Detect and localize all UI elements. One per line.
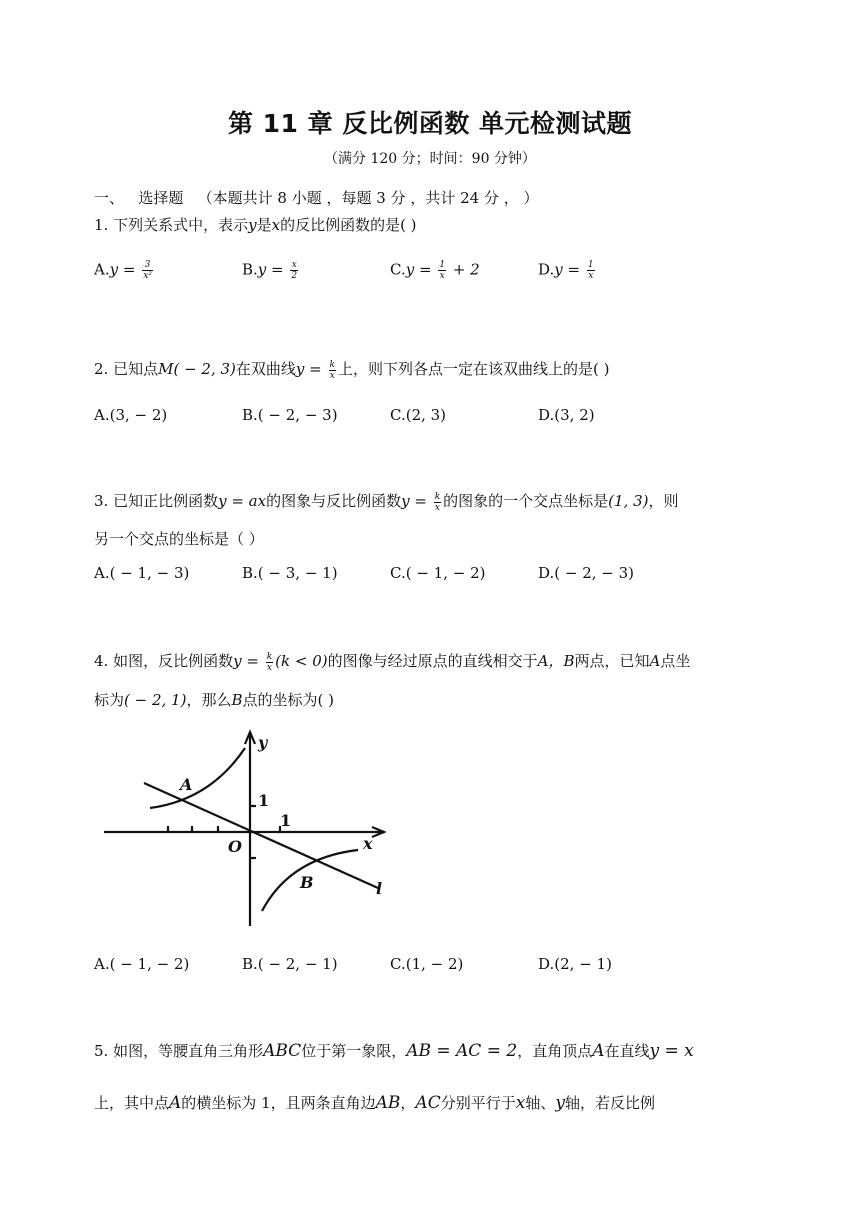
q5-equation: AB = AC = 2 [406, 1041, 518, 1061]
q2-option-d[interactable]: D.(3, 2) [538, 406, 595, 424]
question-5-stem [94, 1040, 694, 1061]
q2-text-end: 上，则下列各点一定在该双曲线上的是( ) [337, 360, 610, 378]
option-label: C. [390, 260, 406, 279]
q5-side-ab: AB [375, 1093, 401, 1113]
q5-line2-end: 轴，若反比例 [564, 1094, 655, 1112]
q4-points: A，B [537, 652, 575, 670]
question-1-stem [94, 214, 417, 235]
q3-text-mid2: 的图象的一个交点坐标是 [443, 492, 609, 510]
q5-text-mid2: ，直角顶点 [517, 1042, 593, 1060]
denominator: x² [143, 271, 152, 281]
q1-text-mid: 是 [256, 216, 272, 234]
numerator: 1 [587, 260, 594, 270]
q3-option-b[interactable]: B.( − 3, − 1) [242, 564, 338, 582]
q4-text-end: 点坐 [660, 652, 691, 670]
q1-option-d[interactable] [538, 260, 597, 281]
option-label: A. [94, 260, 110, 279]
q4-point-b: B [231, 691, 243, 709]
origin-label: O [228, 837, 242, 856]
point-a-label: A [180, 775, 193, 794]
q1-var-x: x [271, 216, 281, 234]
q4-option-d[interactable]: D.(2, − 1) [538, 955, 612, 973]
denominator: x [434, 502, 440, 513]
q1-text-end: 的反比例函数的是( ) [280, 216, 417, 234]
denominator: x [588, 271, 594, 281]
q4-line2-end: 点的坐标为( ) [242, 691, 334, 709]
fraction [142, 260, 153, 281]
q4-text-mid: 的图像与经过原点的直线相交于 [327, 652, 538, 670]
option-label: B. [242, 260, 258, 279]
q4-point-a: A [649, 652, 661, 670]
math-lhs: y = [233, 652, 264, 670]
q4-figure [100, 728, 395, 928]
x-unit-label: 1 [280, 811, 292, 830]
denominator: x [329, 370, 335, 381]
numerator: k [266, 651, 273, 662]
q5-var-x: x [515, 1093, 526, 1113]
q5-line-eq: y = x [649, 1041, 694, 1061]
y-unit-label: 1 [258, 791, 270, 810]
q4-line2-mid: ，那么 [186, 691, 232, 709]
denominator: x [439, 271, 445, 281]
q1-option-c[interactable] [390, 260, 480, 281]
section-number: 一、 [94, 189, 125, 207]
question-5-stem-line2 [94, 1092, 655, 1113]
question-4-stem-line2 [94, 689, 334, 710]
math-lhs: y = [257, 260, 289, 279]
section-heading [94, 187, 539, 208]
q1-var-y: y [248, 216, 257, 234]
fraction [434, 492, 441, 513]
hyperbola-branch-upper [150, 748, 245, 808]
q1-option-a[interactable] [94, 260, 155, 281]
numerator: 3 [142, 260, 153, 271]
fraction [438, 260, 446, 281]
math-lhs: y = [109, 260, 141, 279]
q4-option-b[interactable]: B.( − 2, − 1) [242, 955, 338, 973]
q5-var-y: y [555, 1093, 565, 1113]
numerator: x [291, 260, 297, 270]
numerator: k [434, 491, 441, 502]
math-tail: + 2 [448, 260, 480, 279]
q2-option-a[interactable]: A.(3, − 2) [94, 406, 168, 424]
math-lhs: y = [401, 492, 432, 510]
q4-coord: ( − 2, 1) [124, 691, 187, 709]
q5-text-mid: 位于第一象限， [301, 1042, 407, 1060]
q3-text-mid: 的图象与反比例函数 [266, 492, 402, 510]
q3-text: 3. 已知正比例函数 [94, 492, 219, 510]
q5-text: 5. 如图，等腰直角三角形 [94, 1042, 264, 1060]
point-b-label: B [300, 873, 314, 892]
q4-text: 4. 如图，反比例函数 [94, 652, 234, 670]
math-lhs: y = [554, 260, 585, 279]
q5-text-mid3: 在直线 [604, 1042, 650, 1060]
question-2-stem [94, 358, 609, 381]
x-axis-label: x [363, 834, 373, 853]
q5-line2-text: 上，其中点 [94, 1094, 170, 1112]
section-note: （本题共计 8 小题 ，每题 3 分 ，共计 24 分 ， ） [197, 189, 539, 207]
q4-text-mid2: 两点，已知 [574, 652, 650, 670]
q1-option-b[interactable] [242, 260, 300, 281]
fraction [329, 360, 336, 381]
q2-text: 2. 已知点 [94, 360, 159, 378]
q2-text-mid: 在双曲线 [235, 360, 296, 378]
q5-side-ac: AC [415, 1093, 441, 1113]
page-title: 第 11 章 反比例函数 单元检测试题 [227, 109, 633, 138]
q5-line2-mid2: 分别平行于 [440, 1094, 516, 1112]
q1-text: 1. 下列关系式中，表示 [94, 216, 249, 234]
question-4-stem [94, 650, 690, 673]
fraction [587, 260, 595, 281]
q5-point-a: A [169, 1093, 182, 1113]
math-lhs: y = [295, 360, 327, 378]
q5-point-a: A [592, 1041, 605, 1061]
question-3-stem [94, 490, 679, 513]
q3-linear-fn: y = ax [218, 492, 267, 510]
q4-line2-text: 标为 [94, 691, 125, 709]
line-l-label: l [376, 879, 383, 898]
fraction [266, 652, 273, 673]
q5-separator: ， [400, 1094, 416, 1112]
q2-option-c[interactable]: C.(2, 3) [390, 406, 447, 424]
question-3-stem-line2: 另一个交点的坐标是（ ） [94, 530, 264, 548]
q3-option-d[interactable]: D.( − 2, − 3) [538, 564, 635, 582]
q4-condition: (k < 0) [275, 652, 328, 670]
q4-option-a[interactable]: A.( − 1, − 2) [94, 955, 190, 973]
numerator: 1 [439, 260, 446, 270]
y-axis-label: y [258, 733, 268, 752]
q3-option-c[interactable]: C.( − 1, − 2) [390, 564, 486, 582]
fraction [290, 260, 298, 281]
q2-option-b[interactable]: B.( − 2, − 3) [242, 406, 338, 424]
q5-axis-text: 轴、 [525, 1094, 556, 1112]
q3-text-end: ，则 [648, 492, 679, 510]
section-name: 选择题 [138, 189, 184, 207]
numerator: k [329, 359, 335, 370]
q5-line2-mid: 的横坐标为 1，且两条直角边 [181, 1094, 376, 1112]
q5-triangle: ABC [263, 1041, 302, 1061]
q3-option-a[interactable]: A.( − 1, − 3) [94, 564, 190, 582]
option-label: D. [538, 260, 555, 279]
exam-info: （满分 120 分；时间：90 分钟） [324, 151, 536, 167]
q2-point: M( − 2, 3) [158, 360, 236, 378]
denominator: x [266, 662, 272, 673]
denominator: 2 [291, 271, 298, 281]
math-lhs: y = [405, 260, 437, 279]
q3-point: (1, 3) [608, 492, 649, 510]
q4-option-c[interactable]: C.(1, − 2) [390, 955, 464, 973]
